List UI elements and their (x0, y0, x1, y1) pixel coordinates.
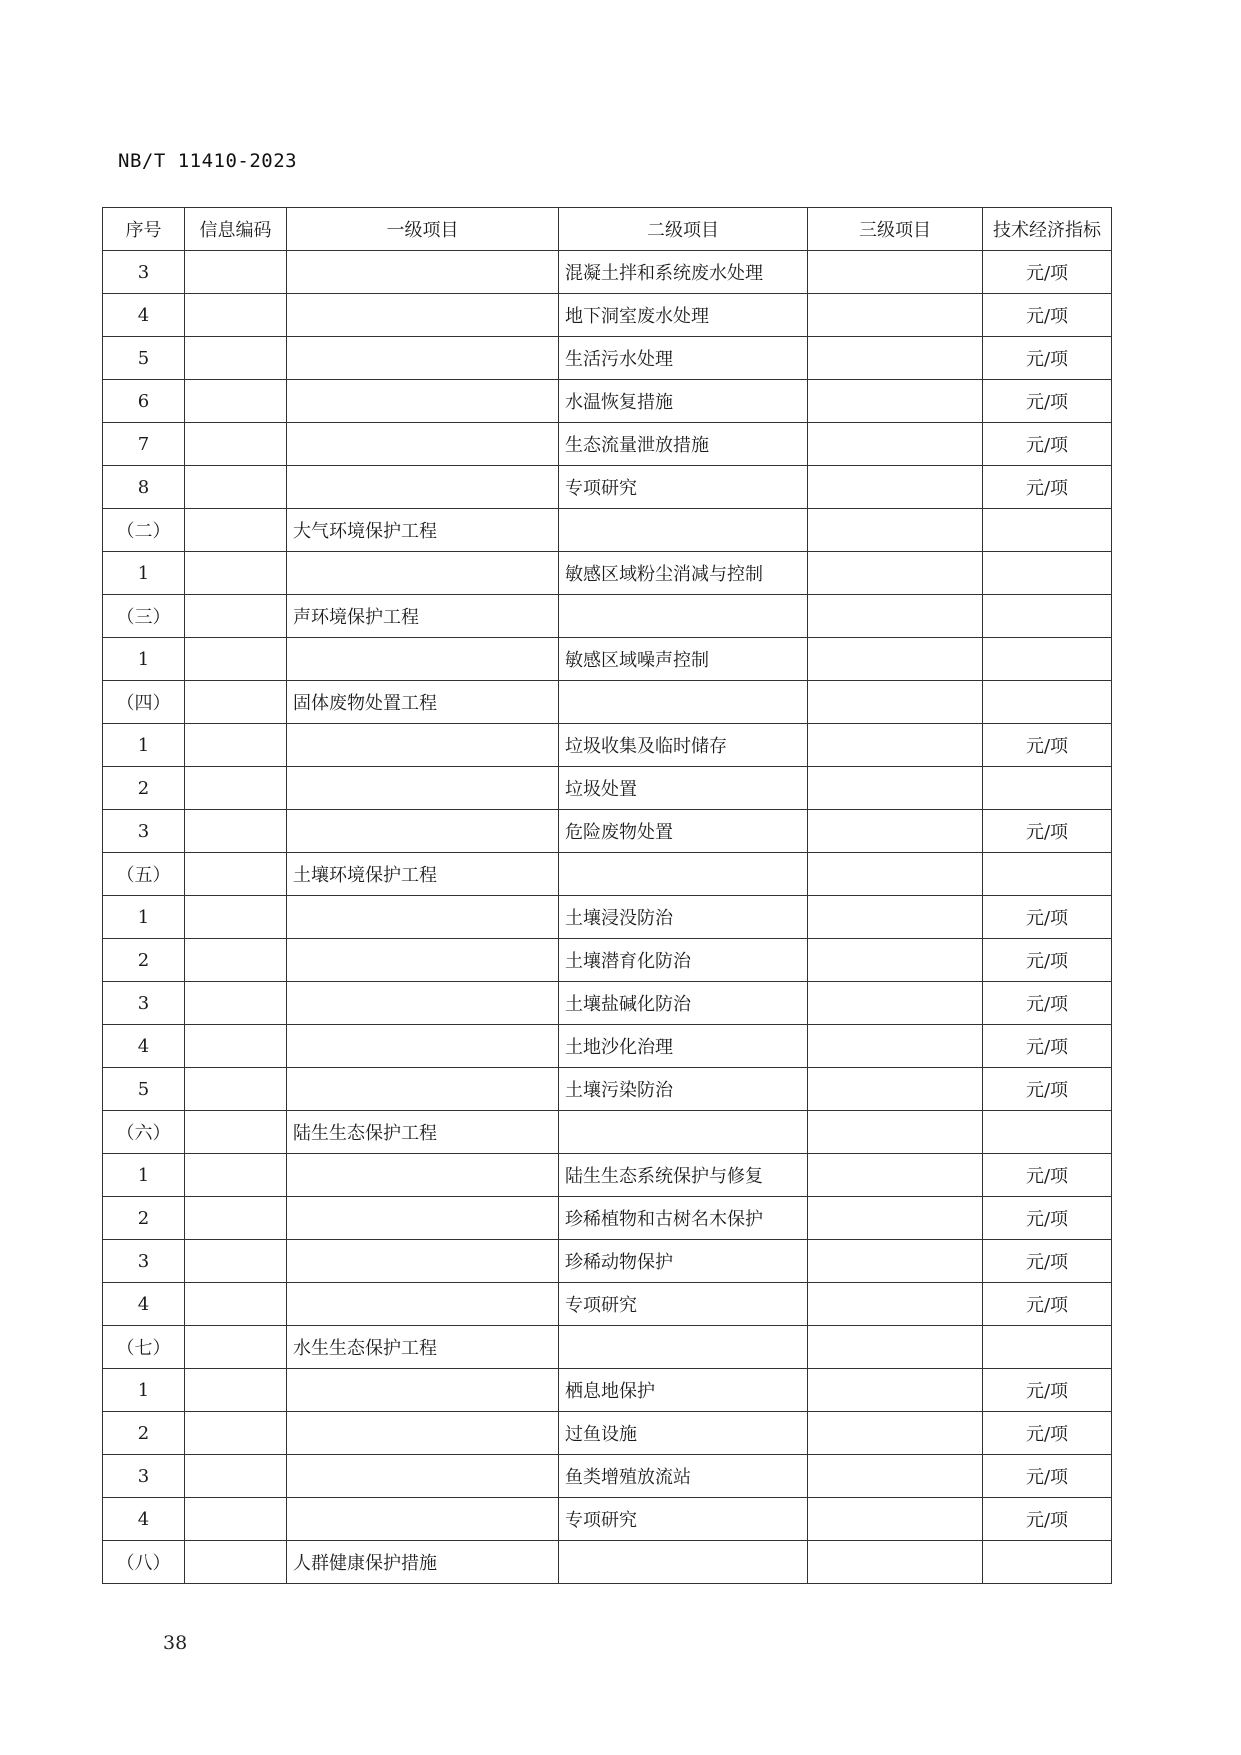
level3-item-cell (808, 251, 983, 294)
level3-item-cell (808, 681, 983, 724)
indicator-cell: 元/项 (983, 1068, 1112, 1111)
indicator-cell: 元/项 (983, 810, 1112, 853)
level1-item-cell (287, 767, 559, 810)
level2-item-cell: 专项研究 (559, 1283, 808, 1326)
table-header-row (103, 208, 1112, 251)
indicator-cell (983, 509, 1112, 552)
serial-no-cell: 8 (103, 466, 185, 509)
level2-item-cell: 土壤污染防治 (559, 1068, 808, 1111)
serial-no-cell: （三） (103, 595, 185, 638)
indicator-cell: 元/项 (983, 1369, 1112, 1412)
serial-no-cell: 3 (103, 1240, 185, 1283)
level3-item-cell (808, 509, 983, 552)
table-row (103, 1412, 1112, 1455)
info-code-cell (185, 1111, 287, 1154)
indicator-cell: 元/项 (983, 1240, 1112, 1283)
info-code-cell (185, 810, 287, 853)
level1-item-cell (287, 294, 559, 337)
level2-item-cell (559, 853, 808, 896)
info-code-cell (185, 896, 287, 939)
info-code-cell (185, 638, 287, 681)
indicator-cell (983, 1111, 1112, 1154)
level3-item-cell (808, 1541, 983, 1584)
table-row (103, 509, 1112, 552)
serial-no-cell: 2 (103, 1412, 185, 1455)
info-code-cell (185, 1283, 287, 1326)
serial-no-cell: 6 (103, 380, 185, 423)
level1-item-cell (287, 251, 559, 294)
level1-item-cell: 大气环境保护工程 (287, 509, 559, 552)
cost-item-table (102, 207, 1112, 1584)
level1-item-cell (287, 1455, 559, 1498)
indicator-cell (983, 1326, 1112, 1369)
level1-item-cell (287, 1498, 559, 1541)
table-row (103, 380, 1112, 423)
info-code-cell (185, 1412, 287, 1455)
level1-item-cell (287, 982, 559, 1025)
document-code: NB/T 11410-2023 (118, 150, 298, 172)
table-row (103, 939, 1112, 982)
info-code-cell (185, 939, 287, 982)
level3-item-cell (808, 1025, 983, 1068)
level1-item-cell (287, 380, 559, 423)
table-row (103, 1283, 1112, 1326)
level2-item-cell: 敏感区域粉尘消减与控制 (559, 552, 808, 595)
info-code-cell (185, 681, 287, 724)
level3-item-cell (808, 1498, 983, 1541)
level2-item-cell: 土地沙化治理 (559, 1025, 808, 1068)
level2-item-cell: 栖息地保护 (559, 1369, 808, 1412)
table-row (103, 423, 1112, 466)
serial-no-cell: 2 (103, 1197, 185, 1240)
info-code-cell (185, 982, 287, 1025)
level2-item-cell: 地下洞室废水处理 (559, 294, 808, 337)
indicator-cell (983, 853, 1112, 896)
level3-item-cell (808, 1111, 983, 1154)
level2-item-cell: 鱼类增殖放流站 (559, 1455, 808, 1498)
level1-item-cell (287, 1283, 559, 1326)
info-code-cell (185, 337, 287, 380)
info-code-cell (185, 853, 287, 896)
info-code-cell (185, 294, 287, 337)
level1-item-cell: 固体废物处置工程 (287, 681, 559, 724)
level2-item-cell: 专项研究 (559, 1498, 808, 1541)
level1-item-cell (287, 466, 559, 509)
table-row (103, 1240, 1112, 1283)
indicator-cell: 元/项 (983, 1412, 1112, 1455)
level3-item-cell (808, 1240, 983, 1283)
table-row (103, 1025, 1112, 1068)
level3-item-cell (808, 1154, 983, 1197)
level2-item-cell: 混凝土拌和系统废水处理 (559, 251, 808, 294)
indicator-cell: 元/项 (983, 466, 1112, 509)
level3-item-cell (808, 1197, 983, 1240)
table-row (103, 1455, 1112, 1498)
table-row (103, 853, 1112, 896)
serial-no-cell: 3 (103, 810, 185, 853)
level3-item-cell (808, 1412, 983, 1455)
level3-item-cell (808, 939, 983, 982)
level2-item-cell (559, 681, 808, 724)
level2-item-cell: 土壤浸没防治 (559, 896, 808, 939)
level3-item-cell (808, 1283, 983, 1326)
level3-item-cell (808, 896, 983, 939)
level2-item-cell: 珍稀植物和古树名木保护 (559, 1197, 808, 1240)
serial-no-cell: （二） (103, 509, 185, 552)
serial-no-cell: （八） (103, 1541, 185, 1584)
table-row (103, 896, 1112, 939)
indicator-cell: 元/项 (983, 251, 1112, 294)
level3-item-cell (808, 767, 983, 810)
info-code-cell (185, 1197, 287, 1240)
serial-no-cell: 5 (103, 1068, 185, 1111)
serial-no-cell: 1 (103, 724, 185, 767)
level1-item-cell (287, 1240, 559, 1283)
info-code-cell (185, 466, 287, 509)
level2-item-cell: 危险废物处置 (559, 810, 808, 853)
header-serial-no: 序号 (103, 208, 185, 251)
serial-no-cell: 5 (103, 337, 185, 380)
table-row (103, 1068, 1112, 1111)
table-row (103, 552, 1112, 595)
level3-item-cell (808, 982, 983, 1025)
serial-no-cell: 4 (103, 1025, 185, 1068)
level2-item-cell: 敏感区域噪声控制 (559, 638, 808, 681)
level2-item-cell: 生态流量泄放措施 (559, 423, 808, 466)
level1-item-cell: 水生生态保护工程 (287, 1326, 559, 1369)
table-row (103, 1541, 1112, 1584)
serial-no-cell: 3 (103, 982, 185, 1025)
info-code-cell (185, 1025, 287, 1068)
level1-item-cell (287, 337, 559, 380)
header-tech-econ-indicator: 技术经济指标 (983, 208, 1112, 251)
level1-item-cell (287, 1197, 559, 1240)
level3-item-cell (808, 294, 983, 337)
level1-item-cell (287, 896, 559, 939)
level1-item-cell (287, 939, 559, 982)
indicator-cell: 元/项 (983, 337, 1112, 380)
serial-no-cell: （四） (103, 681, 185, 724)
info-code-cell (185, 1455, 287, 1498)
serial-no-cell: （五） (103, 853, 185, 896)
serial-no-cell: 1 (103, 638, 185, 681)
table-row (103, 337, 1112, 380)
info-code-cell (185, 1068, 287, 1111)
table-row (103, 1111, 1112, 1154)
level1-item-cell (287, 810, 559, 853)
level3-item-cell (808, 380, 983, 423)
info-code-cell (185, 251, 287, 294)
level1-item-cell: 土壤环境保护工程 (287, 853, 559, 896)
level3-item-cell (808, 595, 983, 638)
indicator-cell: 元/项 (983, 1455, 1112, 1498)
header-info-code: 信息编码 (185, 208, 287, 251)
indicator-cell: 元/项 (983, 982, 1112, 1025)
level3-item-cell (808, 638, 983, 681)
serial-no-cell: 1 (103, 1369, 185, 1412)
indicator-cell: 元/项 (983, 294, 1112, 337)
level3-item-cell (808, 1326, 983, 1369)
table-row (103, 638, 1112, 681)
serial-no-cell: 4 (103, 1498, 185, 1541)
info-code-cell (185, 552, 287, 595)
info-code-cell (185, 380, 287, 423)
serial-no-cell: 1 (103, 896, 185, 939)
indicator-cell: 元/项 (983, 1025, 1112, 1068)
level3-item-cell (808, 724, 983, 767)
table-row (103, 1369, 1112, 1412)
serial-no-cell: 4 (103, 1283, 185, 1326)
level2-item-cell: 生活污水处理 (559, 337, 808, 380)
table-row (103, 681, 1112, 724)
indicator-cell (983, 1541, 1112, 1584)
level2-item-cell: 土壤潜育化防治 (559, 939, 808, 982)
indicator-cell: 元/项 (983, 423, 1112, 466)
serial-no-cell: 1 (103, 1154, 185, 1197)
table-row (103, 466, 1112, 509)
header-level3-item: 三级项目 (808, 208, 983, 251)
indicator-cell: 元/项 (983, 1197, 1112, 1240)
indicator-cell (983, 681, 1112, 724)
table-row (103, 1154, 1112, 1197)
level2-item-cell: 过鱼设施 (559, 1412, 808, 1455)
info-code-cell (185, 1240, 287, 1283)
level2-item-cell: 珍稀动物保护 (559, 1240, 808, 1283)
header-level2-item: 二级项目 (559, 208, 808, 251)
info-code-cell (185, 724, 287, 767)
serial-no-cell: （六） (103, 1111, 185, 1154)
level3-item-cell (808, 1068, 983, 1111)
level1-item-cell: 陆生生态保护工程 (287, 1111, 559, 1154)
info-code-cell (185, 423, 287, 466)
serial-no-cell: 2 (103, 767, 185, 810)
serial-no-cell: 3 (103, 1455, 185, 1498)
serial-no-cell: 4 (103, 294, 185, 337)
serial-no-cell: 3 (103, 251, 185, 294)
info-code-cell (185, 767, 287, 810)
level2-item-cell (559, 509, 808, 552)
level1-item-cell: 声环境保护工程 (287, 595, 559, 638)
info-code-cell (185, 1541, 287, 1584)
indicator-cell: 元/项 (983, 1498, 1112, 1541)
indicator-cell: 元/项 (983, 896, 1112, 939)
level1-item-cell (287, 724, 559, 767)
indicator-cell: 元/项 (983, 939, 1112, 982)
indicator-cell (983, 638, 1112, 681)
indicator-cell (983, 552, 1112, 595)
info-code-cell (185, 1369, 287, 1412)
table-row (103, 767, 1112, 810)
info-code-cell (185, 595, 287, 638)
level3-item-cell (808, 810, 983, 853)
info-code-cell (185, 509, 287, 552)
level3-item-cell (808, 1369, 983, 1412)
table-row (103, 294, 1112, 337)
level2-item-cell (559, 1541, 808, 1584)
page-number: 38 (163, 1632, 188, 1654)
level1-item-cell: 人群健康保护措施 (287, 1541, 559, 1584)
level2-item-cell: 土壤盐碱化防治 (559, 982, 808, 1025)
indicator-cell: 元/项 (983, 1283, 1112, 1326)
serial-no-cell: 1 (103, 552, 185, 595)
serial-no-cell: （七） (103, 1326, 185, 1369)
level2-item-cell: 垃圾处置 (559, 767, 808, 810)
level1-item-cell (287, 1154, 559, 1197)
table-row (103, 1498, 1112, 1541)
level2-item-cell (559, 595, 808, 638)
level1-item-cell (287, 1369, 559, 1412)
header-level1-item: 一级项目 (287, 208, 559, 251)
indicator-cell (983, 767, 1112, 810)
info-code-cell (185, 1498, 287, 1541)
indicator-cell: 元/项 (983, 724, 1112, 767)
info-code-cell (185, 1154, 287, 1197)
level3-item-cell (808, 337, 983, 380)
level1-item-cell (287, 1412, 559, 1455)
level2-item-cell: 专项研究 (559, 466, 808, 509)
table-row (103, 1197, 1112, 1240)
table-row (103, 595, 1112, 638)
table-row (103, 251, 1112, 294)
indicator-cell: 元/项 (983, 380, 1112, 423)
serial-no-cell: 7 (103, 423, 185, 466)
level3-item-cell (808, 853, 983, 896)
info-code-cell (185, 1326, 287, 1369)
table-row (103, 982, 1112, 1025)
level2-item-cell: 陆生生态系统保护与修复 (559, 1154, 808, 1197)
table-row (103, 810, 1112, 853)
level1-item-cell (287, 1068, 559, 1111)
level2-item-cell: 垃圾收集及临时储存 (559, 724, 808, 767)
level1-item-cell (287, 552, 559, 595)
level3-item-cell (808, 423, 983, 466)
table-row (103, 1326, 1112, 1369)
serial-no-cell: 2 (103, 939, 185, 982)
level1-item-cell (287, 423, 559, 466)
indicator-cell (983, 595, 1112, 638)
indicator-cell: 元/项 (983, 1154, 1112, 1197)
level1-item-cell (287, 638, 559, 681)
level2-item-cell: 水温恢复措施 (559, 380, 808, 423)
level3-item-cell (808, 552, 983, 595)
level2-item-cell (559, 1326, 808, 1369)
level2-item-cell (559, 1111, 808, 1154)
table-row (103, 724, 1112, 767)
level3-item-cell (808, 466, 983, 509)
level1-item-cell (287, 1025, 559, 1068)
level3-item-cell (808, 1455, 983, 1498)
